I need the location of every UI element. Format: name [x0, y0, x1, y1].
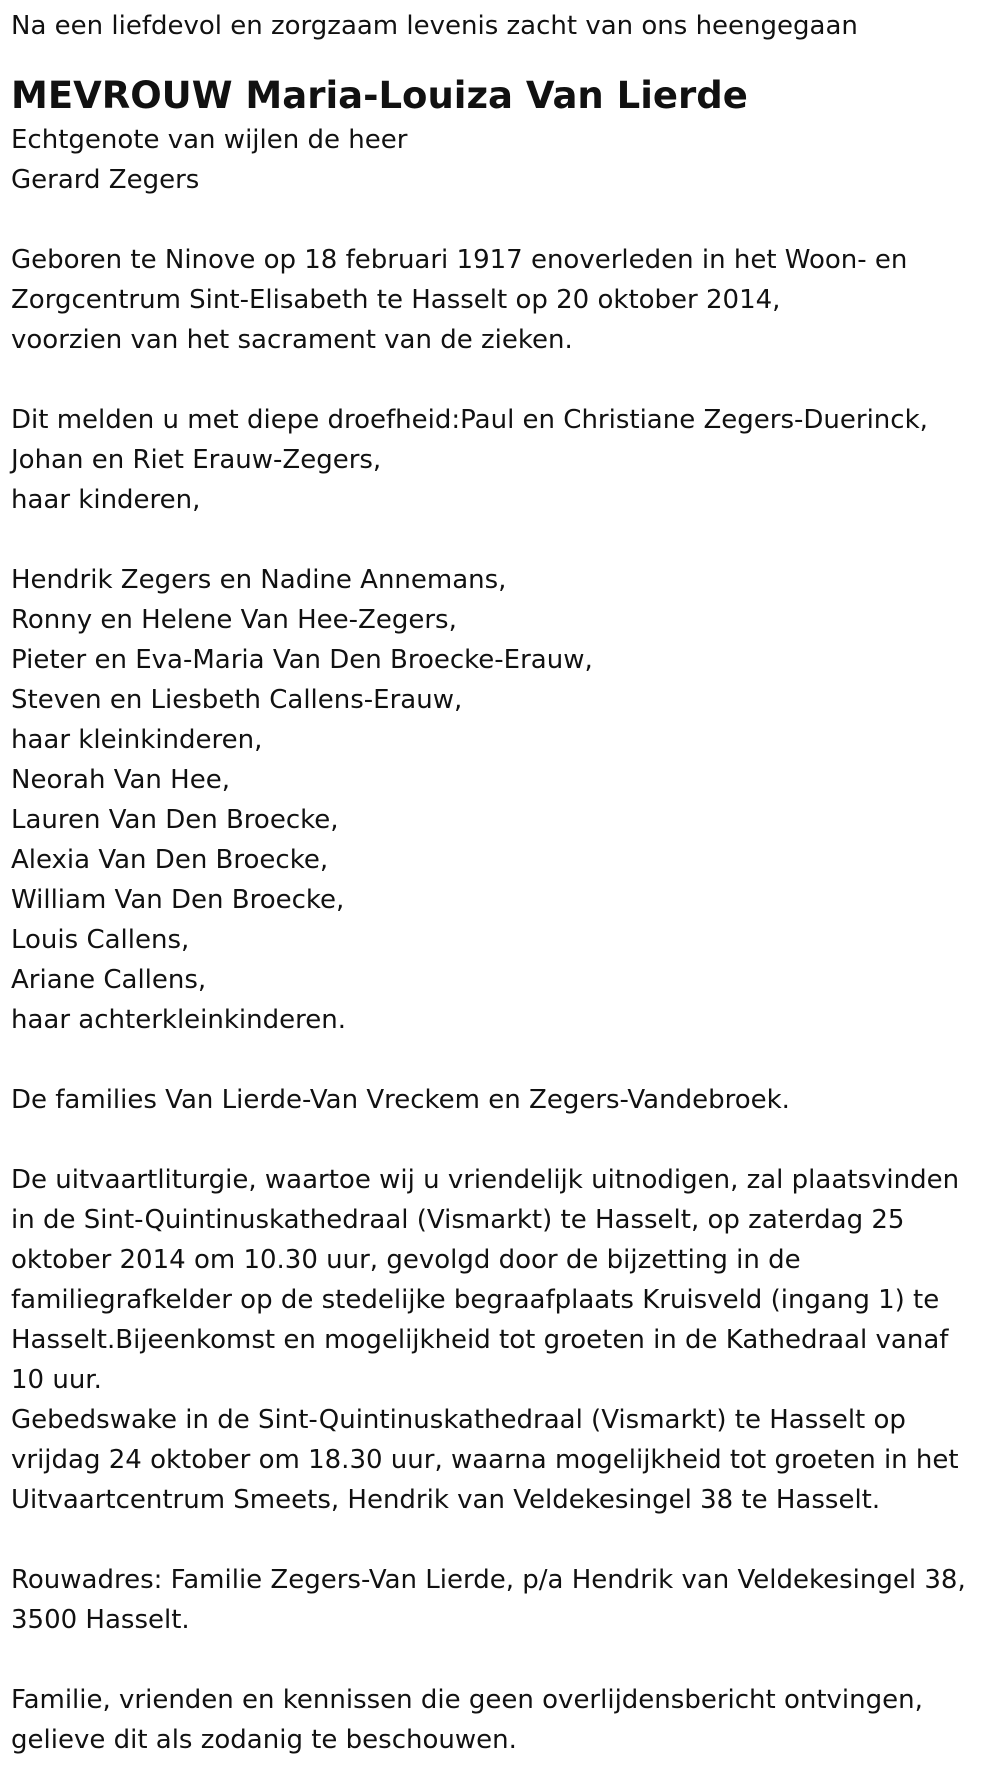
funeral-line: Gebedswake in de Sint-Quintinuskathedraal (Vismarkt) te Hasselt op: [11, 1405, 906, 1435]
birth-death-line: Zorgcentrum Sint-Elisabeth te Hasselt op 20 oktober 2014,: [11, 285, 781, 315]
children-line: haar kinderen,: [11, 485, 201, 515]
closing-line: gelieve dit als zodanig te beschouwen.: [11, 1725, 517, 1755]
spouse-section: [11, 120, 989, 200]
funeral-section: [11, 1160, 989, 1520]
grandchildren-line: Steven en Liesbeth Callens-Erauw,: [11, 685, 463, 715]
funeral-line: familiegrafkelder op de stedelijke begraafplaats Kruisveld (ingang 1) te: [11, 1285, 940, 1315]
grandchildren-line: Hendrik Zegers en Nadine Annemans,: [11, 565, 507, 595]
families-line: De families Van Lierde-Van Vreckem en Zegers-Vandebroek.: [11, 1085, 790, 1115]
families-section: [11, 1080, 989, 1120]
grandchildren-line: Lauren Van Den Broecke,: [11, 805, 339, 835]
grandchildren-line: Ariane Callens,: [11, 965, 207, 995]
grandchildren-line: haar achterkleinkinderen.: [11, 1005, 346, 1035]
grandchildren-line: Louis Callens,: [11, 925, 190, 955]
spouse-line: Gerard Zegers: [11, 165, 200, 195]
grandchildren-line: Ronny en Helene Van Hee-Zegers,: [11, 605, 457, 635]
funeral-line: oktober 2014 om 10.30 uur, gevolgd door de bijzetting in de: [11, 1245, 801, 1275]
deceased-name: MEVROUW Maria-Louiza Van Lierde: [11, 74, 748, 117]
address-section: [11, 1560, 989, 1640]
funeral-line: Hasselt.Bijeenkomst en mogelijkheid tot groeten in de Kathedraal vanaf: [11, 1325, 949, 1355]
grandchildren-line: haar kleinkinderen,: [11, 725, 263, 755]
funeral-line: in de Sint-Quintinuskathedraal (Vismarkt) te Hasselt, op zaterdag 25: [11, 1205, 905, 1235]
address-line: 3500 Hasselt.: [11, 1605, 190, 1635]
children-line: Dit melden u met diepe droefheid:Paul en Christiane Zegers-Duerinck,: [11, 405, 928, 435]
funeral-line: 10 uur.: [11, 1365, 102, 1395]
funeral-line: Uitvaartcentrum Smeets, Hendrik van Veldekesingel 38 te Hasselt.: [11, 1485, 881, 1515]
grandchildren-line: Neorah Van Hee,: [11, 765, 230, 795]
birth-death-section: [11, 240, 989, 360]
grandchildren-line: William Van Den Broecke,: [11, 885, 345, 915]
birth-death-line: Geboren te Ninove op 18 februari 1917 enoverleden in het Woon- en: [11, 245, 908, 275]
intro-text: Na een liefdevol en zorgzaam levenis zacht van ons heengegaan: [11, 11, 858, 41]
children-line: Johan en Riet Erauw-Zegers,: [11, 445, 382, 475]
address-line: Rouwadres: Familie Zegers-Van Lierde, p/a Hendrik van Veldekesingel 38,: [11, 1565, 966, 1595]
funeral-line: vrijdag 24 oktober om 18.30 uur, waarna mogelijkheid tot groeten in het: [11, 1445, 959, 1475]
grandchildren-line: Alexia Van Den Broecke,: [11, 845, 329, 875]
closing-line: Familie, vrienden en kennissen die geen overlijdensbericht ontvingen,: [11, 1685, 923, 1715]
grandchildren-line: Pieter en Eva-Maria Van Den Broecke-Erauw,: [11, 645, 593, 675]
closing-section: [11, 1680, 989, 1760]
spouse-line: Echtgenote van wijlen de heer: [11, 125, 408, 155]
grandchildren-section: [11, 560, 989, 1040]
funeral-line: De uitvaartliturgie, waartoe wij u vriendelijk uitnodigen, zal plaatsvinden: [11, 1165, 960, 1195]
birth-death-line: voorzien van het sacrament van de zieken.: [11, 325, 573, 355]
children-section: [11, 400, 989, 520]
